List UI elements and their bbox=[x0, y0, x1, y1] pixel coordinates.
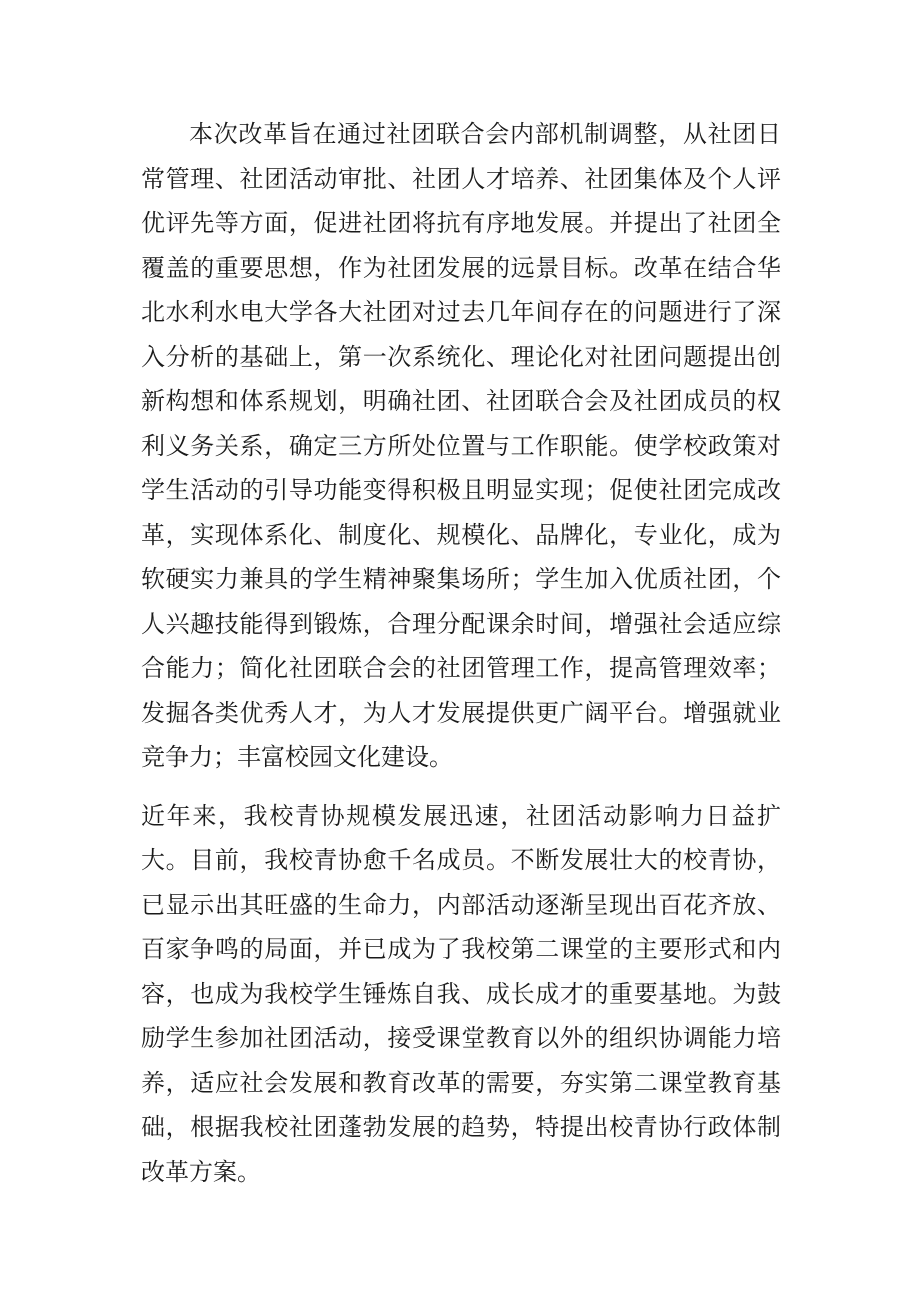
document-body bbox=[141, 112, 781, 1194]
paragraph-background: 近年来，我校青协规模发展迅速，社团活动影响力日益扩大。目前，我校青协愈千名成员。不断发展壮大的校青协，已显示出其旺盛的生命力，内部活动逐渐呈现出百花齐放、百家争鸣的局面，并已成为了我校第二课堂的主要形式和内容，也成为我校学生锤炼自我、成长成才的重要基地。为鼓励学生参加社团活动，接受课堂教育以外的组织协调能力培养，适应社会发展和教育改革的需要，夯实第二课堂教育基础，根据我校社团蓬勃发展的趋势，特提出校青协行政体制改革方案。 bbox=[141, 801, 781, 1186]
paragraph-reform-goals: 本次改革旨在通过社团联合会内部机制调整，从社团日常管理、社团活动审批、社团人才培养、社团集体及个人评优评先等方面，促进社团将抗有序地发展。并提出了社团全覆盖的重要思想，作为社团发展的远景目标。改革在结合华北水利水电大学各大社团对过去几年间存在的问题进行了深入分析的基础上，第一次系统化、理论化对社团问题提出创新构想和体系规划，明确社团、社团联合会及社团成员的权利义务关系，确定三方所处位置与工作职能。使学校政策对学生活动的引导功能变得积极且明显实现；促使社团完成改革，实现体系化、制度化、规模化、品牌化，专业化，成为软硬实力兼具的学生精神聚集场所；学生加入优质社团，个人兴趣技能得到锻炼，合理分配课余时间，增强社会适应综合能力；简化社团联合会的社团管理工作，提高管理效率；发掘各类优秀人才，为人才发展提供更广阔平台。增强就业竞争力；丰富校园文化建设。 bbox=[141, 120, 781, 771]
